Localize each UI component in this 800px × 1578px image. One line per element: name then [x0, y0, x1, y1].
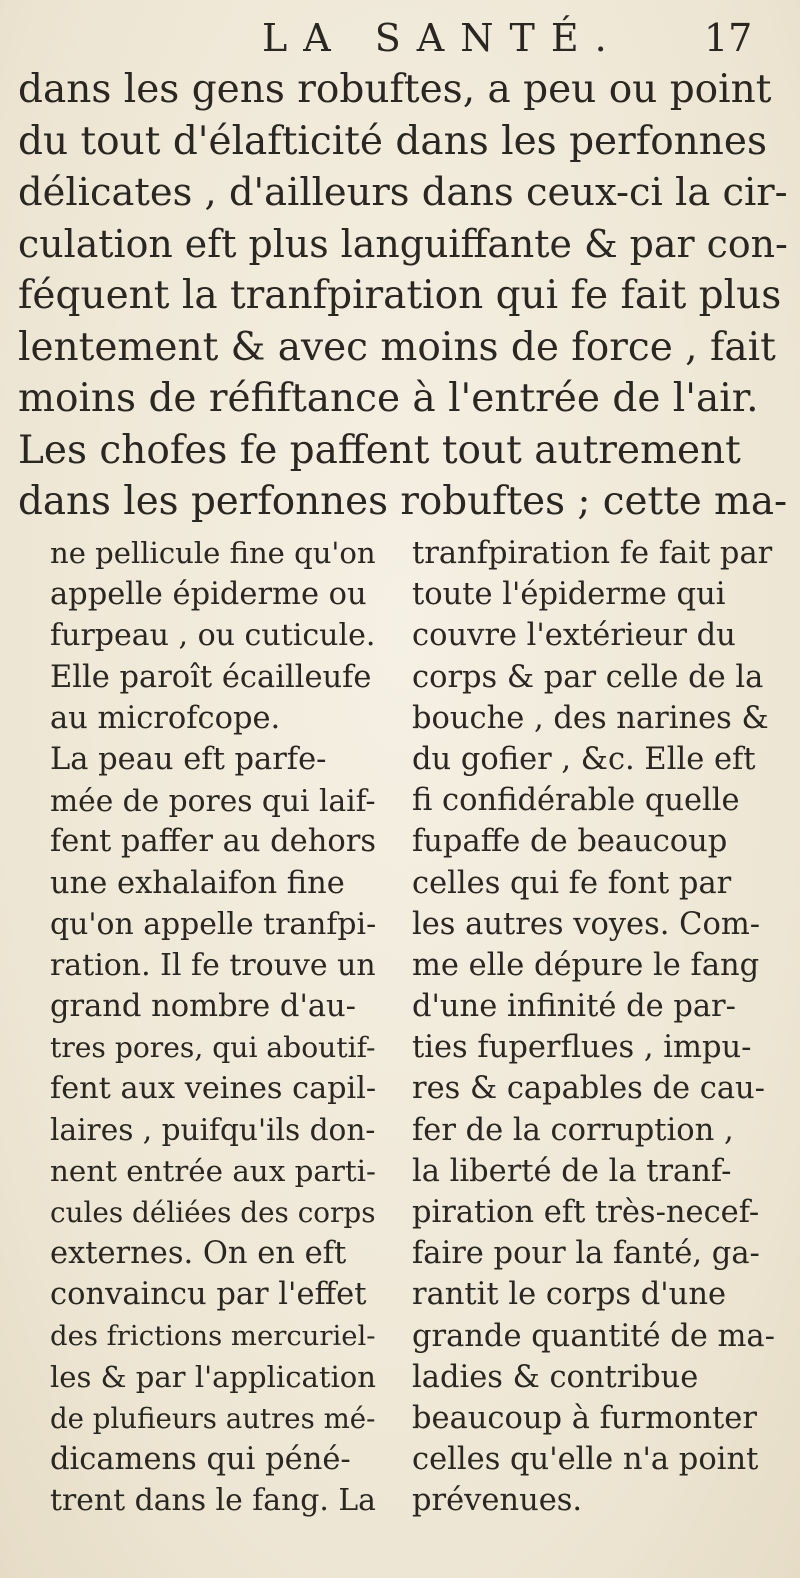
right-column-line: celles qui fe font par — [412, 865, 732, 901]
left-column-line: externes. On en eft — [50, 1236, 347, 1272]
intro-paragraph — [18, 64, 788, 528]
left-column-line: de plufieurs autres mé- — [50, 1401, 376, 1435]
right-column-line: les autres voyes. Com- — [412, 906, 761, 942]
left-column-line: ne pellicule fine qu'on — [50, 536, 376, 570]
intro-line: féquent la tranfpiration qui fe fait plus — [18, 273, 782, 318]
left-column-line: furpeau , ou cuticule. — [50, 618, 376, 654]
left-column-line: des frictions mercuriel- — [50, 1320, 376, 1352]
left-column-line: La peau eft parfe- — [50, 741, 327, 777]
left-column-line: tres pores, qui aboutif- — [50, 1031, 376, 1065]
left-column-line: Elle paroît écailleufe — [50, 659, 372, 695]
intro-line: lentement & avec moins de force , fait — [18, 324, 776, 370]
left-column-line: ration. Il fe trouve un — [50, 947, 376, 983]
right-column-line: ties fuperflues , impu- — [412, 1030, 752, 1066]
intro-line: dans les perfonnes robuftes ; cette ma- — [18, 479, 788, 524]
intro-line: Les chofes fe paffent tout autrement — [18, 427, 741, 473]
right-column-line: prévenues. — [412, 1483, 583, 1519]
left-column-line: fent aux veines capil- — [50, 1071, 377, 1107]
left-column-line: laires , puifqu'ils don- — [50, 1112, 376, 1147]
left-column-line: mée de pores qui laif- — [50, 783, 376, 819]
right-column-line: couvre l'extérieur du — [412, 618, 736, 654]
right-column-line: corps & par celle de la — [412, 659, 764, 695]
left-column-line: grand nombre d'au- — [50, 989, 356, 1025]
right-column — [412, 533, 782, 1522]
left-column-line: qu'on appelle tranfpi- — [50, 906, 377, 942]
left-column-line: les & par l'application — [50, 1359, 377, 1394]
running-title: LA SANTÉ. — [262, 16, 623, 60]
intro-line: culation eft plus languiffante & par con- — [18, 221, 788, 266]
right-column-line: d'une infinité de par- — [412, 989, 736, 1025]
right-column-line: celles qu'elle n'a point — [412, 1442, 759, 1478]
right-column-line: la liberté de la tranf- — [412, 1153, 732, 1189]
left-column-line: cules déliées des corps — [50, 1196, 376, 1229]
right-column-line: grande quantité de ma- — [412, 1318, 775, 1354]
left-column-line: une exhalaifon fine — [50, 865, 345, 901]
left-column-line: appelle épiderme ou — [50, 577, 367, 613]
left-column — [50, 533, 376, 1522]
left-column-line: convaincu par l'effet — [50, 1277, 367, 1313]
right-column-line: piration eft très-necef- — [412, 1195, 760, 1230]
right-column-line: toute l'épiderme qui — [412, 577, 726, 613]
left-column-line: fent paffer au dehors — [50, 824, 376, 860]
page-header — [0, 6, 800, 66]
intro-line: délicates , d'ailleurs dans ceux-ci la cir- — [18, 170, 788, 215]
page-number: 17 — [704, 16, 753, 60]
left-column-line: au microfcope. — [50, 700, 281, 736]
intro-line: du tout d'élafticité dans les perfonnes — [18, 118, 767, 164]
right-column-line: rantit le corps d'une — [412, 1277, 727, 1313]
intro-line: moins de réfiftance à l'entrée de l'air. — [18, 376, 759, 421]
left-column-line: trent dans le fang. La — [50, 1483, 376, 1519]
right-column-line: bouche , des narines & — [412, 700, 769, 736]
right-column-line: tranfpiration fe fait par — [412, 536, 773, 571]
left-column-line: nent entrée aux parti- — [50, 1153, 376, 1188]
intro-line: dans les gens robuftes, a peu ou point — [18, 67, 772, 112]
right-column-line: beaucoup à furmonter — [412, 1400, 757, 1436]
left-column-line: dicamens qui péné- — [50, 1442, 351, 1478]
right-column-line: fupaffe de beaucoup — [412, 824, 728, 860]
right-column-line: me elle dépure le fang — [412, 947, 760, 983]
right-column-line: ladies & contribue — [412, 1359, 699, 1395]
right-column-line: du gofier , &c. Elle eft — [412, 741, 756, 777]
right-column-line: res & capables de cau- — [412, 1071, 765, 1107]
right-column-line: fer de la corruption , — [412, 1112, 734, 1148]
right-column-line: fi confidérable quelle — [412, 783, 740, 819]
right-column-line: faire pour la fanté, ga- — [412, 1236, 760, 1272]
